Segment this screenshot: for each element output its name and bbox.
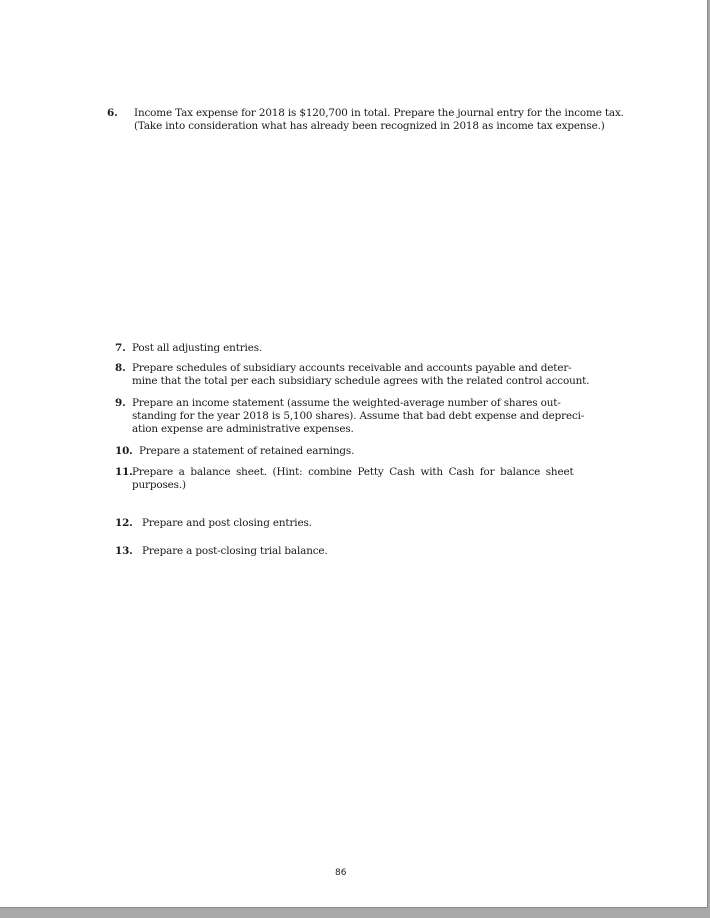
- item-line: ation expense are administrative expenses.: [132, 423, 354, 435]
- task-item-7: [115, 342, 575, 357]
- item-text: [132, 397, 585, 436]
- item-number: 12.: [115, 517, 133, 529]
- item-text: [134, 107, 624, 133]
- task-item-12: [115, 517, 575, 532]
- item-line: Post all adjusting entries.: [132, 342, 263, 354]
- item-number: 8.: [115, 362, 126, 374]
- task-item-8: [115, 362, 590, 390]
- item-line: Income Tax expense for 2018 is $120,700 in total. Prepare the journal entry for the income tax.: [134, 107, 624, 119]
- item-line: Prepare a post-closing trial balance.: [142, 545, 328, 557]
- item-number: 7.: [115, 342, 126, 354]
- item-text: [142, 545, 575, 558]
- item-line: Prepare schedules of subsidiary accounts receivable and accounts payable and deter-: [132, 362, 572, 374]
- item-line: Prepare and post closing entries.: [142, 517, 312, 529]
- item-line: purposes.): [132, 479, 186, 491]
- item-line: (Take into consideration what has already been recognized in 2018 as income tax expense.): [134, 120, 605, 132]
- item-line: mine that the total per each subsidiary schedule agrees with the related control account.: [132, 375, 590, 387]
- item-number: 10.: [115, 445, 133, 457]
- item-text: [139, 445, 575, 458]
- item-text: [132, 466, 573, 492]
- item-line: Prepare a balance sheet. (Hint: combine Petty Cash with Cash for balance sheet: [132, 466, 574, 478]
- item-number: 6.: [107, 107, 118, 119]
- item-number: 11.: [115, 466, 133, 478]
- task-item-9: [115, 397, 585, 439]
- task-item-13: [115, 545, 575, 560]
- task-item-11: [115, 466, 575, 494]
- task-item-10: [115, 445, 575, 460]
- task-item-6: [107, 107, 624, 137]
- item-line: standing for the year 2018 is 5,100 shares). Assume that bad debt expense and depreci-: [132, 410, 585, 422]
- item-text: [132, 362, 590, 388]
- item-line: Prepare a statement of retained earnings.: [139, 445, 355, 457]
- item-number: 9.: [115, 397, 126, 409]
- item-number: 13.: [115, 545, 133, 557]
- item-text: [142, 517, 575, 530]
- item-line: Prepare an income statement (assume the weighted-average number of shares out-: [132, 397, 561, 409]
- item-text: [132, 342, 575, 355]
- viewer-background: [0, 908, 710, 918]
- page-number: 86: [335, 868, 347, 878]
